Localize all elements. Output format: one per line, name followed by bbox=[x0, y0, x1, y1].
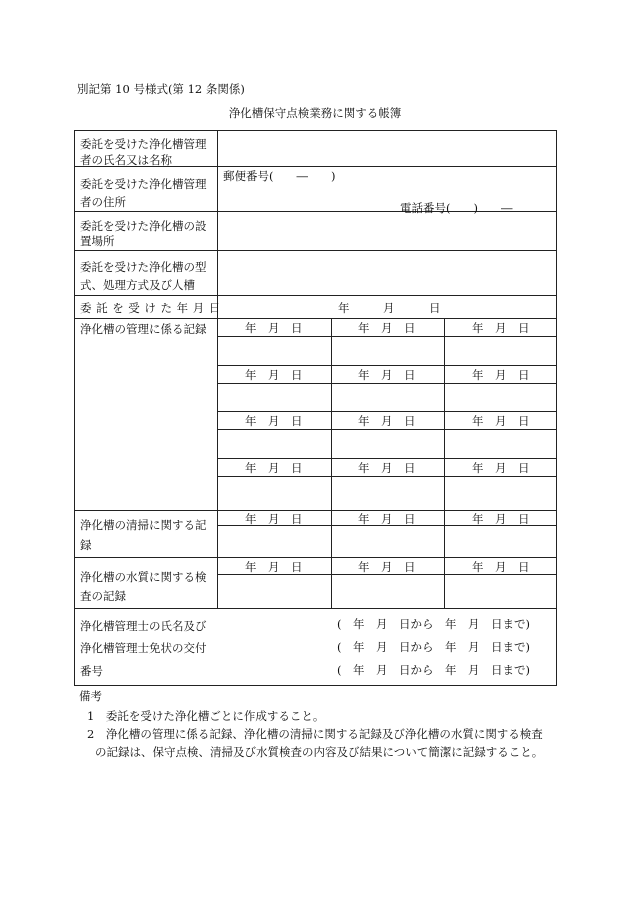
record-date-cell-7: 年 月 日 bbox=[358, 414, 416, 428]
model-label-2: 式、処理方式及び人槽 bbox=[80, 278, 195, 292]
record-date-cell-17: 年 月 日 bbox=[472, 560, 530, 574]
table-rule bbox=[217, 574, 557, 575]
cleaning-label: 浄化槽の清掃に関する記 bbox=[80, 518, 207, 532]
table-rule bbox=[217, 411, 557, 412]
table-rule bbox=[444, 318, 445, 608]
table-rule bbox=[331, 318, 332, 608]
record-date-cell-9: 年 月 日 bbox=[245, 461, 303, 475]
table-rule bbox=[556, 130, 557, 686]
address-label: 委託を受けた浄化槽管理 bbox=[80, 177, 207, 191]
table-rule bbox=[217, 130, 218, 608]
record-date-cell-10: 年 月 日 bbox=[358, 461, 416, 475]
record-date-cell-16: 年 月 日 bbox=[358, 560, 416, 574]
manager-label-3: 番号 bbox=[80, 664, 103, 678]
record-date-cell-4: 年 月 日 bbox=[358, 368, 416, 382]
table-rule bbox=[74, 130, 557, 131]
license-period-2: ( 年 月 日から 年 月 日まで) bbox=[337, 640, 530, 654]
table-rule bbox=[74, 608, 557, 609]
note-item-2: 2 浄化槽の管理に係る記録、浄化槽の清掃に関する記録及び浄化槽の水質に関する検査 bbox=[87, 727, 543, 741]
table-rule bbox=[217, 336, 557, 337]
table-rule bbox=[217, 476, 557, 477]
record-date-cell-11: 年 月 日 bbox=[472, 461, 530, 475]
date-received-year: 年 bbox=[338, 301, 350, 315]
record-date-cell-15: 年 月 日 bbox=[245, 560, 303, 574]
table-rule bbox=[74, 250, 557, 251]
note-item-1: 1 委託を受けた浄化槽ごとに作成すること。 bbox=[87, 709, 325, 723]
management-record-label: 浄化槽の管理に係る記録 bbox=[80, 322, 207, 336]
table-rule bbox=[217, 458, 557, 459]
page-title: 浄化槽保守点検業務に関する帳簿 bbox=[228, 106, 402, 120]
table-rule bbox=[74, 130, 75, 686]
table-rule bbox=[217, 383, 557, 384]
record-date-cell-13: 年 月 日 bbox=[358, 512, 416, 526]
license-period-3: ( 年 月 日から 年 月 日まで) bbox=[337, 663, 530, 677]
manager-label-2: 浄化槽管理士免状の交付 bbox=[80, 641, 207, 655]
record-date-cell-1: 年 月 日 bbox=[358, 321, 416, 335]
table-rule bbox=[74, 557, 557, 558]
record-date-cell-5: 年 月 日 bbox=[472, 368, 530, 382]
table-rule bbox=[74, 510, 557, 511]
table-rule bbox=[217, 365, 557, 366]
record-date-cell-8: 年 月 日 bbox=[472, 414, 530, 428]
location-label-2: 置場所 bbox=[80, 234, 115, 248]
water-quality-label: 浄化槽の水質に関する検 bbox=[80, 570, 207, 584]
cleaning-label-2: 録 bbox=[80, 538, 92, 552]
record-date-cell-3: 年 月 日 bbox=[245, 368, 303, 382]
date-received-month: 月 bbox=[383, 301, 395, 315]
name-label-2: 者の氏名又は名称 bbox=[80, 153, 172, 167]
water-quality-label-2: 査の記録 bbox=[80, 589, 126, 603]
table-rule bbox=[74, 685, 557, 686]
model-label: 委託を受けた浄化槽の型 bbox=[80, 260, 207, 274]
name-label: 委託を受けた浄化槽管理 bbox=[80, 137, 207, 151]
phone-number-label: 電話番号( ) ― bbox=[400, 201, 513, 215]
record-date-cell-14: 年 月 日 bbox=[472, 512, 530, 526]
record-date-cell-2: 年 月 日 bbox=[472, 321, 530, 335]
manager-label: 浄化槽管理士の氏名及び bbox=[80, 619, 207, 633]
record-date-cell-6: 年 月 日 bbox=[245, 414, 303, 428]
location-label: 委託を受けた浄化槽の設 bbox=[80, 219, 207, 233]
table-rule bbox=[74, 295, 557, 296]
notes-heading: 備考 bbox=[79, 689, 102, 703]
date-received-label: 委託を受けた年月日 bbox=[80, 301, 225, 315]
postal-code-label: 郵便番号( ― ) bbox=[223, 169, 336, 183]
date-received-day: 日 bbox=[429, 301, 441, 315]
record-date-cell-12: 年 月 日 bbox=[245, 512, 303, 526]
license-period-1: ( 年 月 日から 年 月 日まで) bbox=[337, 617, 530, 631]
form-label: 別記第 10 号様式(第 12 条関係) bbox=[77, 82, 245, 96]
address-label-2: 者の住所 bbox=[80, 195, 126, 209]
table-rule bbox=[74, 318, 557, 319]
table-rule bbox=[217, 429, 557, 430]
record-date-cell-0: 年 月 日 bbox=[245, 321, 303, 335]
note-item-2-cont: の記録は、保守点検、清掃及び水質検査の内容及び結果について簡潔に記録すること。 bbox=[95, 745, 544, 759]
